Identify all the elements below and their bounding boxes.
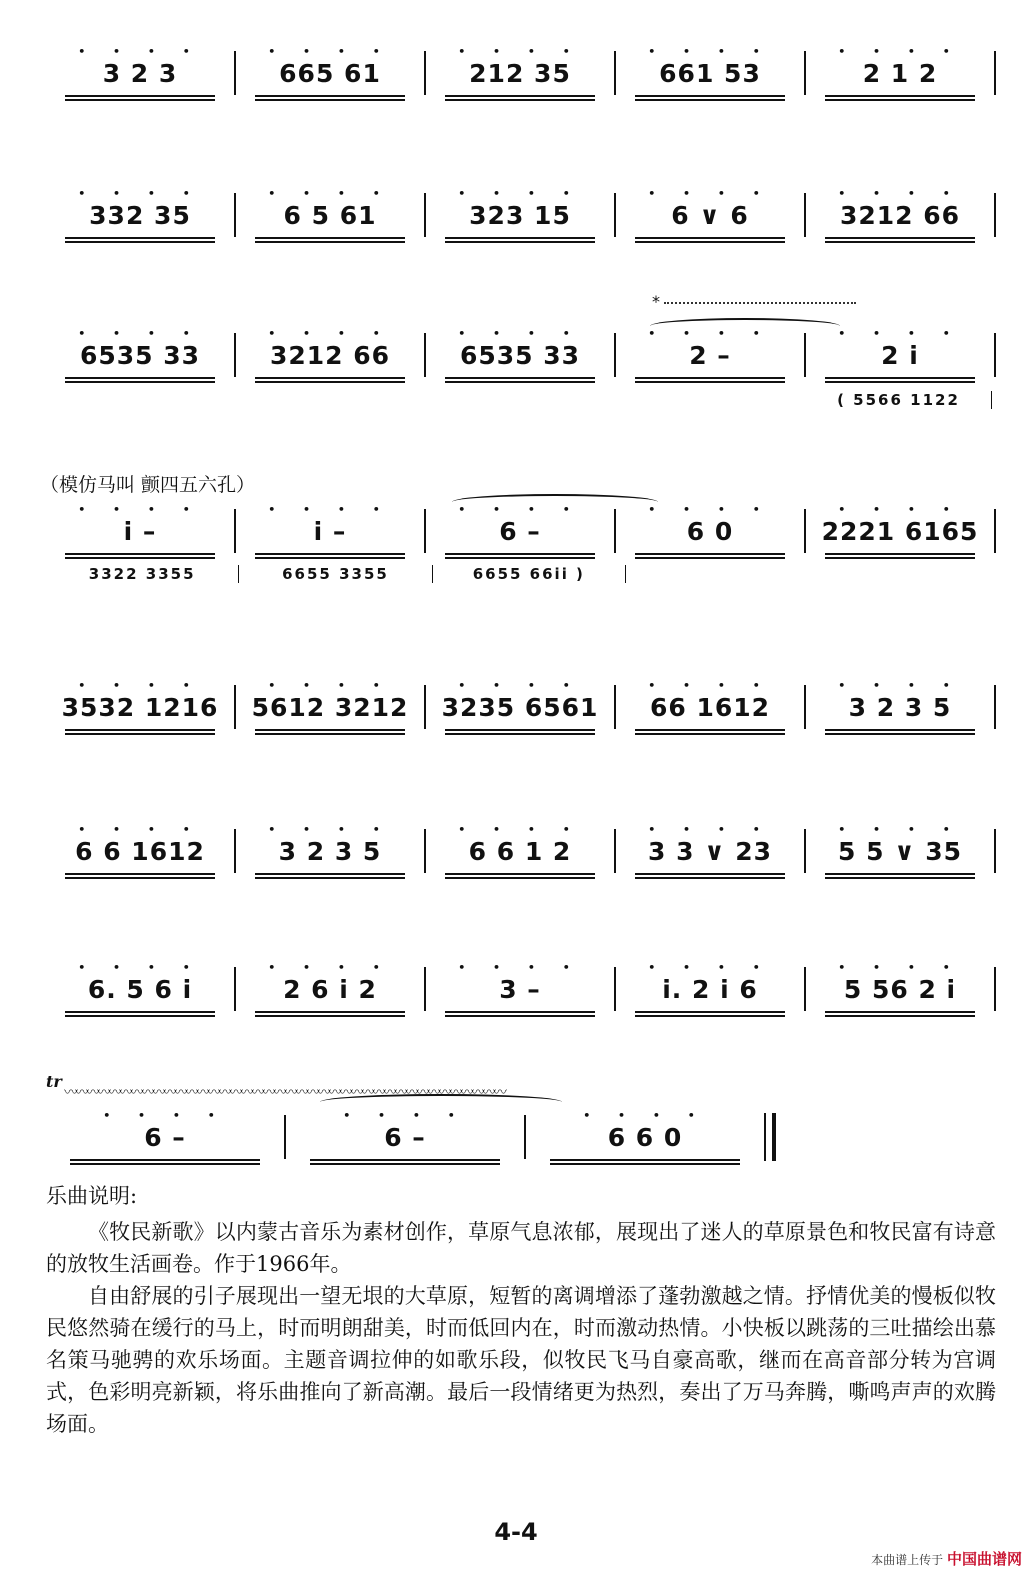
beam-underline xyxy=(65,553,215,555)
measure xyxy=(46,325,234,385)
notes-text: 2 1 2 xyxy=(862,58,938,88)
bar-line xyxy=(764,1113,776,1161)
beam-underline xyxy=(255,553,405,555)
accent-dots: • • • • xyxy=(268,961,392,974)
notes-text: 6535 33 xyxy=(459,340,581,370)
notes-text: 6 0 xyxy=(686,516,734,546)
measure xyxy=(616,959,804,1019)
accompaniment-measure: 6655 3355 xyxy=(239,565,432,583)
beam-underline xyxy=(445,377,595,379)
accent-dots: • • • • xyxy=(838,503,962,516)
notes-text: 2 i xyxy=(881,340,919,370)
notes-text: 3235 6561 xyxy=(441,692,599,722)
beam-underline xyxy=(445,729,595,731)
beam-underline xyxy=(445,237,595,239)
beam-underline xyxy=(825,873,975,875)
notes-text: 661 53 xyxy=(659,58,761,88)
page-number: 4-4 xyxy=(494,1518,538,1546)
accent-dots: • • • • xyxy=(78,45,202,58)
beam-underline xyxy=(65,95,215,97)
notes-text: 3 2 3 xyxy=(102,58,178,88)
notes-text: 2221 6165 xyxy=(821,516,979,546)
notes-text: 6 ∨ 6 xyxy=(671,200,749,230)
notes-text: 6535 33 xyxy=(79,340,201,370)
accent-dots: • • • • xyxy=(78,327,202,340)
trill-mark: tr xyxy=(46,1072,62,1091)
measure xyxy=(46,43,234,103)
bar-line xyxy=(994,829,996,873)
accent-dots: • • • • xyxy=(648,823,772,836)
beam-underline xyxy=(255,377,405,379)
performance-annotation: （模仿马叫 颤四五六孔） xyxy=(40,474,256,496)
beam-underline xyxy=(65,873,215,875)
measure xyxy=(426,185,614,245)
accompaniment-measure: ( 5566 1122 xyxy=(806,391,992,409)
notes-text: i – xyxy=(313,516,347,546)
accent-dots: • • • • xyxy=(343,1109,467,1122)
notes-text: 3 2 3 5 xyxy=(278,836,382,866)
measure xyxy=(426,325,614,385)
measure xyxy=(806,501,994,561)
notes-text: 3 – xyxy=(499,974,541,1004)
measure xyxy=(806,677,994,737)
beam-underline xyxy=(445,1011,595,1013)
notes-text: i – xyxy=(123,516,157,546)
notes-text: 323 15 xyxy=(469,200,571,230)
beam-underline xyxy=(550,1159,740,1161)
measure xyxy=(236,43,424,103)
measure xyxy=(806,325,994,385)
accent-dots: • • • • xyxy=(268,679,392,692)
beam-underline xyxy=(825,1011,975,1013)
beam-underline xyxy=(825,237,975,239)
accent-dots: • • • • xyxy=(458,45,582,58)
measure xyxy=(426,959,614,1019)
beam-underline xyxy=(825,377,975,379)
notes-text: i. 2 i 6 xyxy=(662,974,758,1004)
beam-underline xyxy=(825,729,975,731)
accent-dots: • • • • xyxy=(268,45,392,58)
notes-text: 6 – xyxy=(144,1122,186,1152)
asterisk-mark: * xyxy=(652,292,660,311)
accent-dots: • • • • xyxy=(648,679,772,692)
measure xyxy=(426,821,614,881)
accent-dots: • • • • xyxy=(838,679,962,692)
bar-line xyxy=(994,333,996,377)
measure xyxy=(46,821,234,881)
measure xyxy=(46,677,234,737)
notes-text: 6 6 1612 xyxy=(75,836,205,866)
site-logo: 中国曲谱网 xyxy=(946,1550,1022,1568)
beam-underline xyxy=(635,237,785,239)
bar-line xyxy=(994,685,996,729)
accent-dots: • • • • xyxy=(458,503,582,516)
measure xyxy=(806,821,994,881)
notes-text: 332 35 xyxy=(89,200,191,230)
beam-underline xyxy=(825,95,975,97)
accompaniment-row-2 xyxy=(46,560,626,588)
notes-text: 3532 1216 xyxy=(61,692,219,722)
accent-dots: • • • • xyxy=(648,327,772,340)
measure xyxy=(526,1107,764,1167)
notes-text: 3212 66 xyxy=(839,200,961,230)
notes-text: 6 – xyxy=(499,516,541,546)
measure xyxy=(616,501,804,561)
measure xyxy=(616,185,804,245)
beam-underline xyxy=(635,95,785,97)
beam-underline xyxy=(635,873,785,875)
notes-text: 3 3 ∨ 23 xyxy=(648,836,772,866)
notes-text: 5 56 2 i xyxy=(843,974,957,1004)
beam-underline xyxy=(255,1011,405,1013)
measure xyxy=(426,43,614,103)
accent-dots: • • • • xyxy=(458,961,582,974)
beam-underline xyxy=(255,237,405,239)
measure xyxy=(46,501,234,561)
staff-line-2 xyxy=(46,170,996,260)
measure xyxy=(236,185,424,245)
slur xyxy=(650,318,840,334)
accent-dots: • • • • xyxy=(583,1109,707,1122)
measure xyxy=(616,325,804,385)
bar-line xyxy=(994,509,996,553)
measure xyxy=(616,43,804,103)
accent-dots: • • • • xyxy=(838,327,962,340)
notes-text: 6 6 1 2 xyxy=(468,836,572,866)
measure xyxy=(236,501,424,561)
notes-text: 2 – xyxy=(689,340,731,370)
beam-underline xyxy=(255,729,405,731)
beam-underline xyxy=(825,553,975,555)
beam-underline xyxy=(635,553,785,555)
music-description xyxy=(46,1180,996,1440)
accent-dots: • • • • xyxy=(78,187,202,200)
notes-text: 2 6 i 2 xyxy=(283,974,377,1004)
accent-dots: • • • • xyxy=(458,327,582,340)
measure xyxy=(46,185,234,245)
accent-dots: • • • • xyxy=(458,679,582,692)
accent-dots: • • • • xyxy=(268,327,392,340)
notes-text: 5612 3212 xyxy=(251,692,409,722)
accent-dots: • • • • xyxy=(648,961,772,974)
beam-underline xyxy=(310,1159,500,1161)
accompaniment-measure: 3322 3355 xyxy=(46,565,239,583)
measure xyxy=(286,1107,524,1167)
description-paragraph: 自由舒展的引子展现出一望无垠的大草原，短暂的离调增添了蓬勃激越之情。抒情优美的慢板似牧民悠然骑在缓行的马上，时而明朗甜美，时而低回内在，时而激动热情。小快板以跳荡的三吐描绘出慕名策马驰骋的欢乐场面。主题音调拉伸的如歌乐段，似牧民飞马自豪高歌，继而在高音部分转为宫调式，色彩明亮新颖，将乐曲推向了新高潮。最后一段情绪更为热烈，奏出了万马奔腾，嘶鸣声声的欢腾场面。 xyxy=(46,1284,996,1436)
bar-line xyxy=(994,193,996,237)
staff-line-1 xyxy=(46,28,996,118)
beam-underline xyxy=(255,95,405,97)
measure xyxy=(616,821,804,881)
measure xyxy=(236,325,424,385)
slur xyxy=(452,494,658,510)
description-paragraph: 《牧民新歌》以内蒙古音乐为素材创作，草原气息浓郁，展现出了迷人的草原景色和牧民富有诗意的放牧生活画卷。作于1966年。 xyxy=(46,1220,996,1276)
notes-text: 6. 5 6 i xyxy=(87,974,193,1004)
measure xyxy=(806,43,994,103)
accent-dots: • • • • xyxy=(268,823,392,836)
accent-dots: • • • • xyxy=(103,1109,227,1122)
measure xyxy=(806,185,994,245)
trill-wavy-line: 〰〰〰〰〰〰〰〰〰〰〰〰〰〰〰〰〰〰〰〰〰〰〰〰〰〰〰〰〰〰〰〰〰〰〰〰〰〰〰〰 xyxy=(64,1085,504,1101)
notes-text: 6 – xyxy=(384,1122,426,1152)
notes-text: 6 6 0 xyxy=(607,1122,683,1152)
beam-underline xyxy=(65,729,215,731)
description-title: 乐曲说明: xyxy=(46,1184,138,1208)
beam-underline xyxy=(65,237,215,239)
accent-dots: • • • • xyxy=(268,187,392,200)
notes-text: 6 5 61 xyxy=(283,200,377,230)
accent-dots: • • • • xyxy=(458,187,582,200)
upload-watermark xyxy=(871,1548,1022,1569)
measure xyxy=(236,959,424,1019)
dotted-extension-line xyxy=(664,302,856,304)
staff-line-7 xyxy=(46,944,996,1034)
accent-dots: • • • • xyxy=(78,961,202,974)
beam-underline xyxy=(635,377,785,379)
beam-underline xyxy=(445,873,595,875)
notes-text: 66 1612 xyxy=(649,692,771,722)
accompaniment-row-1 xyxy=(806,386,992,414)
accent-dots: • • • • xyxy=(78,679,202,692)
measure xyxy=(426,501,614,561)
accent-dots: • • • • xyxy=(78,503,202,516)
beam-underline xyxy=(255,873,405,875)
accent-dots: • • • • xyxy=(78,823,202,836)
measure xyxy=(806,959,994,1019)
accent-dots: • • • • xyxy=(838,187,962,200)
accent-dots: • • • • xyxy=(838,823,962,836)
beam-underline xyxy=(65,377,215,379)
beam-underline xyxy=(635,1011,785,1013)
accent-dots: • • • • xyxy=(648,45,772,58)
notes-text: 212 35 xyxy=(469,58,571,88)
accent-dots: • • • • xyxy=(458,823,582,836)
measure xyxy=(236,677,424,737)
beam-underline xyxy=(445,95,595,97)
notes-text: 3 2 3 5 xyxy=(848,692,952,722)
accent-dots: • • • • xyxy=(838,961,962,974)
measure xyxy=(426,677,614,737)
accompaniment-measure: 6655 66ii ) xyxy=(433,565,626,583)
notes-text: 665 61 xyxy=(279,58,381,88)
accent-dots: • • • • xyxy=(648,187,772,200)
notes-text: 5 5 ∨ 35 xyxy=(838,836,962,866)
measure xyxy=(236,821,424,881)
staff-line-6 xyxy=(46,806,996,896)
measure xyxy=(616,677,804,737)
measure xyxy=(46,959,234,1019)
bar-line xyxy=(994,967,996,1011)
upload-text: 本曲谱上传于 xyxy=(871,1553,944,1567)
beam-underline xyxy=(635,729,785,731)
beam-underline xyxy=(65,1011,215,1013)
accent-dots: • • • • xyxy=(648,503,772,516)
accent-dots: • • • • xyxy=(268,503,392,516)
bar-line xyxy=(994,51,996,95)
beam-underline xyxy=(70,1159,260,1161)
beam-underline xyxy=(445,553,595,555)
measure xyxy=(46,1107,284,1167)
staff-line-5 xyxy=(46,662,996,752)
accent-dots: • • • • xyxy=(838,45,962,58)
notes-text: 3212 66 xyxy=(269,340,391,370)
